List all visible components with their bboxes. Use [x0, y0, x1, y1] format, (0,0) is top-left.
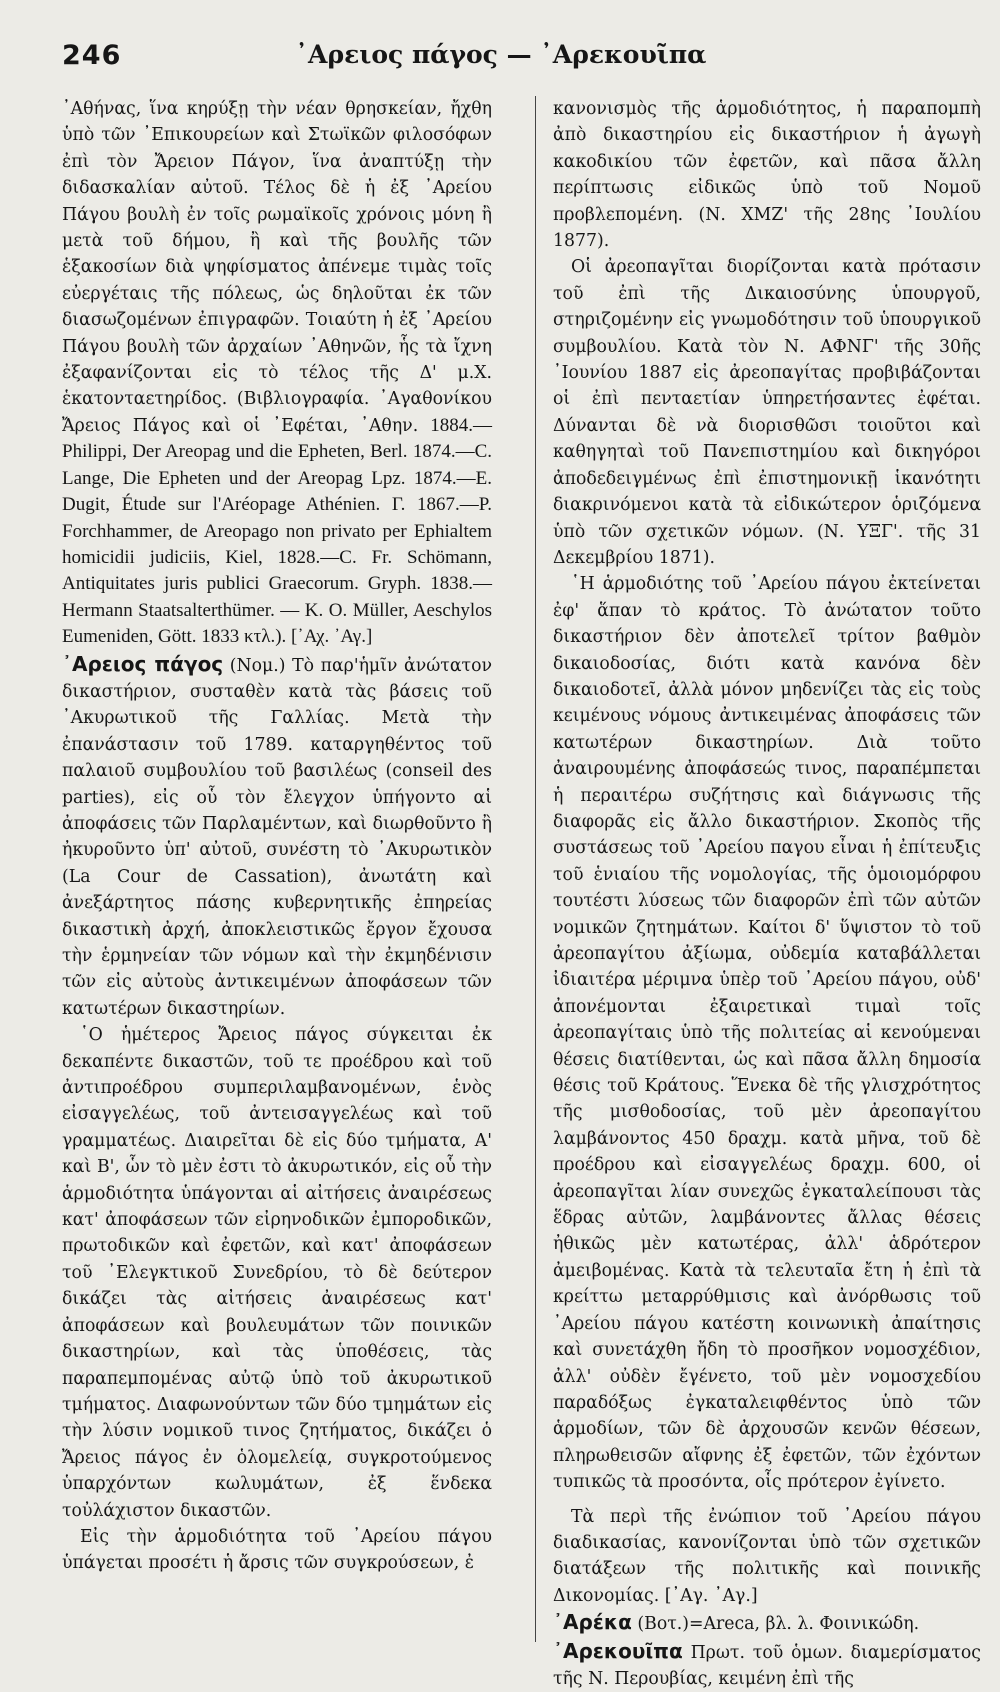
- entry-headword: ᾿Αρέκα: [553, 1610, 632, 1635]
- entry-text: (Νομ.) Τὸ παρ'ἡμῖν ἀνώτατον δικαστήριον, συσταθὲν κατὰ τὰς βάσεις τοῦ ᾿Ακυρωτικοῦ τῆς Γαλλίας. Μετὰ τὴν ἐπανάστασιν τοῦ 1789. καταργηθέντος τοῦ παλαιοῦ συμβουλίου τοῦ βασιλέως (conseil des parties), εἰς οὗ τὸν ἔλεγχον ὑπήγοντο αἱ ἀποφάσεις τῶν Παρλαμέντων, καὶ διωρθοῦντο ἢ ἠκυροῦντο ὑπ' αὐτοῦ, συνέστη τὸ ᾿Ακυρωτικὸν (La Cour de Cassation), ἀνωτάτη καὶ ἀνεξάρτητος πάσης κυβερνητικῆς ἐπηρείας δικαστικὴ ἀρχή, ἀποκλειστικῶς ἔργον ἔχουσα τὴν ἑρμηνείαν τῶν νόμων καὶ τὴν ἐκμηδένισιν τῶν εἰς αὐτοὺς ἀντικειμένων ἀποφάσεων τῶν κατωτέρων δικαστηρίων.: [62, 655, 493, 1019]
- bibliography-text: 1884.—Philippi, Der Areopag und die Epheten, Berl. 1874.—C. Lange, Die Epheten und der Areopag Lpz. 1874.—E. Dugit, Étude sur l'Aréopage Athénien. Γ. 1867.—P. Forchhammer, de Areopago non privato per Ephialtem homicidii judiciis, Kiel, 1828.—C. Fr. Schömann, Antiquitates juris publici Graecorum. Gryph. 1838.—Hermann Staatsalterthümer. — K. O. Müller, Aeschylos Eumeniden, Gött. 1833 κτλ.). [᾿Αχ. ᾿Αγ.]: [62, 414, 492, 648]
- entry-headword: ᾿Αρειος πάγος: [62, 651, 224, 676]
- column-divider: [535, 96, 536, 1642]
- paragraph: Οἱ ἀρεοπαγῖται διορίζονται κατὰ πρότασιν τοῦ ἐπὶ τῆς Δικαιοσύνης ὑπουργοῦ, στηριζομένην εἰς γνωμοδότησιν τοῦ ὑπουργικοῦ συμβουλίου. Κατὰ τὸν Ν. ΑΦΝΓ' τῆς 30ῆς ᾿Ιουνίου 1887 εἰς ἀρεοπαγίτας προβιβάζονται οἱ ἐπὶ πενταετίαν ὑπηρετήσαντες ἐφέται. Δύνανται δὲ νὰ διορισθῶσι τοιοῦτοι καὶ καθηγηταὶ τοῦ Πανεπιστημίου καὶ δικηγόροι ἀποδεδειγμένως ἐπὶ ἐπιστημονικῇ ἱκανότητι διακρινόμενοι κατὰ τὰ εἰδικώτερον ὁριζόμενα ὑπὸ τῶν σχετικῶν νόμων. (Ν. ΥΞΓ'. τῆς 31 Δεκεμβρίου 1871).: [553, 257, 981, 568]
- entry-arekoupa: [553, 1638, 981, 1692]
- paragraph: ῾Η ἁρμοδιότης τοῦ ᾿Αρείου πάγου ἐκτείνεται ἐφ' ἅπαν τὸ κράτος. Τὸ ἀνώτατον τοῦτο δικαστήριον δὲν ἀποτελεῖ τρίτον βαθμὸν δικαιοδοσίας, διότι κατὰ κανόνα δὲν δικαιοδοτεῖ, ἀλλὰ μόνον μηδενίζει τὰς εἰς τοὺς κειμένους νόμους ἀντικειμένας ἀποφάσεις τῶν κατωτέρων δικαστηρίων. Διὰ τοῦτο ἀναιρουμένης ἀποφάσεώς τινος, παραπέμπεται ἡ περαιτέρω συζήτησις καὶ διάγνωσις τῆς διαφορᾶς εἰς ἄλλο δικαστήριον. Σκοπὸς τῆς συστάσεως τοῦ ᾿Αρείου παγου εἶναι ἡ ἐπίτευξις τοῦ ἑνιαίου τῆς νομολογίας, τῆς ὁμοιομόρφου τουτέστι λύσεως τῶν διαφορῶν ἐπὶ τῶν αὐτῶν νομικῶν ζητημάτων. Καίτοι δ' ὕψιστον τὸ τοῦ ἀρεοπαγίτου ἀξίωμα, οὐδεμία καταβάλλεται ἰδιαιτέρα μέριμνα ὑπὲρ τοῦ ᾿Αρείου πάγου, οὐδ' ἀπονέμονται ἐξαιρετικαὶ τιμαὶ τοῖς ἀρεοπαγίταις ὑπὸ τῆς πολιτείας αἱ κενούμεναι θέσεις διατίθενται, ὡς καὶ πᾶσα ἄλλη δημοσία θέσις τοῦ Κράτους. Ἕνεκα δὲ τῆς γλισχρότητος τῆς μισθοδοσίας, τοῦ μὲν ἀρεοπαγίτου λαμβάνοντος 450 δραχμ. κατὰ μῆνα, τοῦ δὲ προέδρου καὶ εἰσαγγελέως δραχμ. 600, οἱ ἀρεοπαγῖται λίαν συνεχῶς ἐγκαταλείπουσι τὰς ἕδρας αὐτῶν, λαμβάνοντες ἄλλας θέσεις ἠθικῶς μὲν κατωτέρας, ἀλλ' ἁδρότερον ἀμειβομένας. Κατὰ τὰ τελευταῖα ἔτη ἡ ἐπὶ τὰ κρείττω μεταρρύθμισις καὶ ἀνόρθωσις τοῦ ᾿Αρείου πάγου κατέστη κοινωνικὴ ἀπαίτησις καὶ συνετάχθη ἤδη τὸ προσῆκον νομοσχέδιον, ἀλλ' οὐδὲν ἔγένετο, τοῦ μὲν νομοσχεδίου παραδόξως ἐγκαταλειφθέντος ὑπὸ τῶν ἁρμοδίων, τῶν δὲ ἀρχουσῶν κενῶν θέσεων, πληρωθεισῶν αἴφνης ἐξ ἐφετῶν, τῶν ἐχόντων τυπικῶς τὰ προσόντα, οἷς πρότερον ἐγίνετο.: [553, 574, 981, 1493]
- paragraph: Εἰς τὴν ἁρμοδιότητα τοῦ ᾿Αρείου πάγου ὑπάγεται προσέτι ἡ ἄρσις τῶν συγκρούσεων, ἐ: [62, 1526, 492, 1574]
- page-number: 246: [62, 40, 122, 71]
- paragraph: κανονισμὸς τῆς ἁρμοδιότητος, ἡ παραπομπὴ ἀπὸ δικαστηρίου εἰς δικαστήριον ἡ ἀγωγὴ κακοδικίου τῶν ἐφετῶν, καὶ πᾶσα ἄλλη περίπτωσις εἰδικῶς ὑπὸ τοῦ Νομοῦ προβλεπομένη. (Ν. ΧΜΖ' τῆς 28ης ᾿Ιουλίου 1877).: [553, 99, 981, 252]
- paragraph: Τὰ περὶ τῆς ἐνώπιον τοῦ ᾿Αρείου πάγου διαδικασίας, κανονίζονται ὑπὸ τῶν σχετικῶν διατάξεων τῆς πολιτικῆς καὶ ποινικῆς Δικονομίας. [᾿Αγ. ᾿Αγ.]: [553, 1506, 981, 1606]
- entry-areka: [553, 1609, 981, 1637]
- continuation-text: ᾿Αθήνας, ἵνα κηρύξῃ τὴν νέαν θρησκείαν, ἤχθη ὑπὸ τῶν ᾿Επικουρείων καὶ Στωϊκῶν φιλοσόφων ἐπὶ τὸν Ἄρειον Πάγον, ἵνα ἀναπτύξῃ τὴν διδασκαλίαν αὐτοῦ. Τέλος δὲ ἡ ἐξ ᾿Αρείου Πάγου βουλὴ ἐν τοῖς ρωμαϊκοῖς χρόνοις μόνη ἢ μετὰ τοῦ δήμου, ἢ καὶ τῆς βουλῆς τῶν ἑξακοσίων διὰ ψηφίσματος ἀπένεμε τιμὰς τοῖς εὐεργέταις τῆς πόλεως, ὡς δηλοῦται ἐκ τῶν διασωζομένων ἐπιγραφῶν. Τοιαύτη ἡ ἐξ ᾿Αρείου Πάγου βουλὴ τῶν ἀρχαίων ᾿Αθηνῶν, ἧς τὰ ἴχνη ἐξαφανίζονται εἰς τὸ τέλος τῆς Δ' μ.Χ. ἑκατονταετηρίδος. (Βιβλιογραφία. ᾿Αγαθονίκου Ἄρειος Πάγος καὶ οἱ ᾿Εφέται, ᾿Αθην.: [62, 99, 492, 436]
- right-column: [553, 96, 981, 1692]
- entry-text: Πρωτ. τοῦ ὁμων. διαμερίσματος τῆς Ν. Περουβίας, κειμένη ἐπὶ τῆς: [553, 1642, 981, 1689]
- running-head: ᾿Αρειος πάγος — ᾿Αρεκουῖπα: [295, 40, 707, 69]
- left-column: [62, 96, 492, 1577]
- entry-headword: ᾿Αρεκουῖπα: [553, 1638, 683, 1663]
- page-header: [62, 40, 940, 82]
- entry-areios-pagos: [62, 651, 492, 1023]
- paragraph: ῾Ο ἡμέτερος Ἄρειος πάγος σύγκειται ἐκ δεκαπέντε δικαστῶν, τοῦ τε προέδρου καὶ τοῦ ἀντιπροέδρου συμπεριλαμβανομένων, ἑνὸς εἰσαγγελέως, τοῦ ἀντεισαγγελέως καὶ τοῦ γραμματέως. Διαιρεῖται δὲ εἰς δύο τμήματα, Α' καὶ Β', ὧν τὸ μὲν ἐστι τὸ ἀκυρωτικόν, εἰς οὗ τὴν ἁρμοδιότητα ὑπάγονται αἱ αἰτήσεις ἀναιρέσεως κατ' ἀποφάσεων τῶν εἰρηνοδικῶν ἐμποροδικῶν, πρωτοδικῶν καὶ ἐφετῶν, καὶ κατ' ἀποφάσεων τοῦ ᾿Ελεγκτικοῦ Συνεδρίου, τὸ δὲ δεύτερον δικάζει τὰς αἰτήσεις ἀναιρέσεως κατ' ἀποφάσεων καὶ βουλευμάτων τῶν ποινικῶν δικαστηρίων, καὶ τὰς ὑποθέσεις, τὰς παραπεμπομένας αὐτῷ ὑπὸ τοῦ ἀκυρωτικοῦ τμήματος. Διαφωνούντων τῶν δύο τμημάτων εἰς τὴν λύσιν νομικοῦ τινος ζητήματος, δικάζει ὁ Ἄρειος πάγος ἐν ὁλομελείᾳ, συγκροτούμενος ὑπαρχόντων κωλυμάτων, ἐξ ἕνδεκα τοὐλάχιστον δικαστῶν.: [62, 1025, 492, 1521]
- entry-text: (Βοτ.)=Areca, βλ. λ. Φοινικώδη.: [637, 1614, 920, 1635]
- continuation-paragraph: [62, 96, 492, 651]
